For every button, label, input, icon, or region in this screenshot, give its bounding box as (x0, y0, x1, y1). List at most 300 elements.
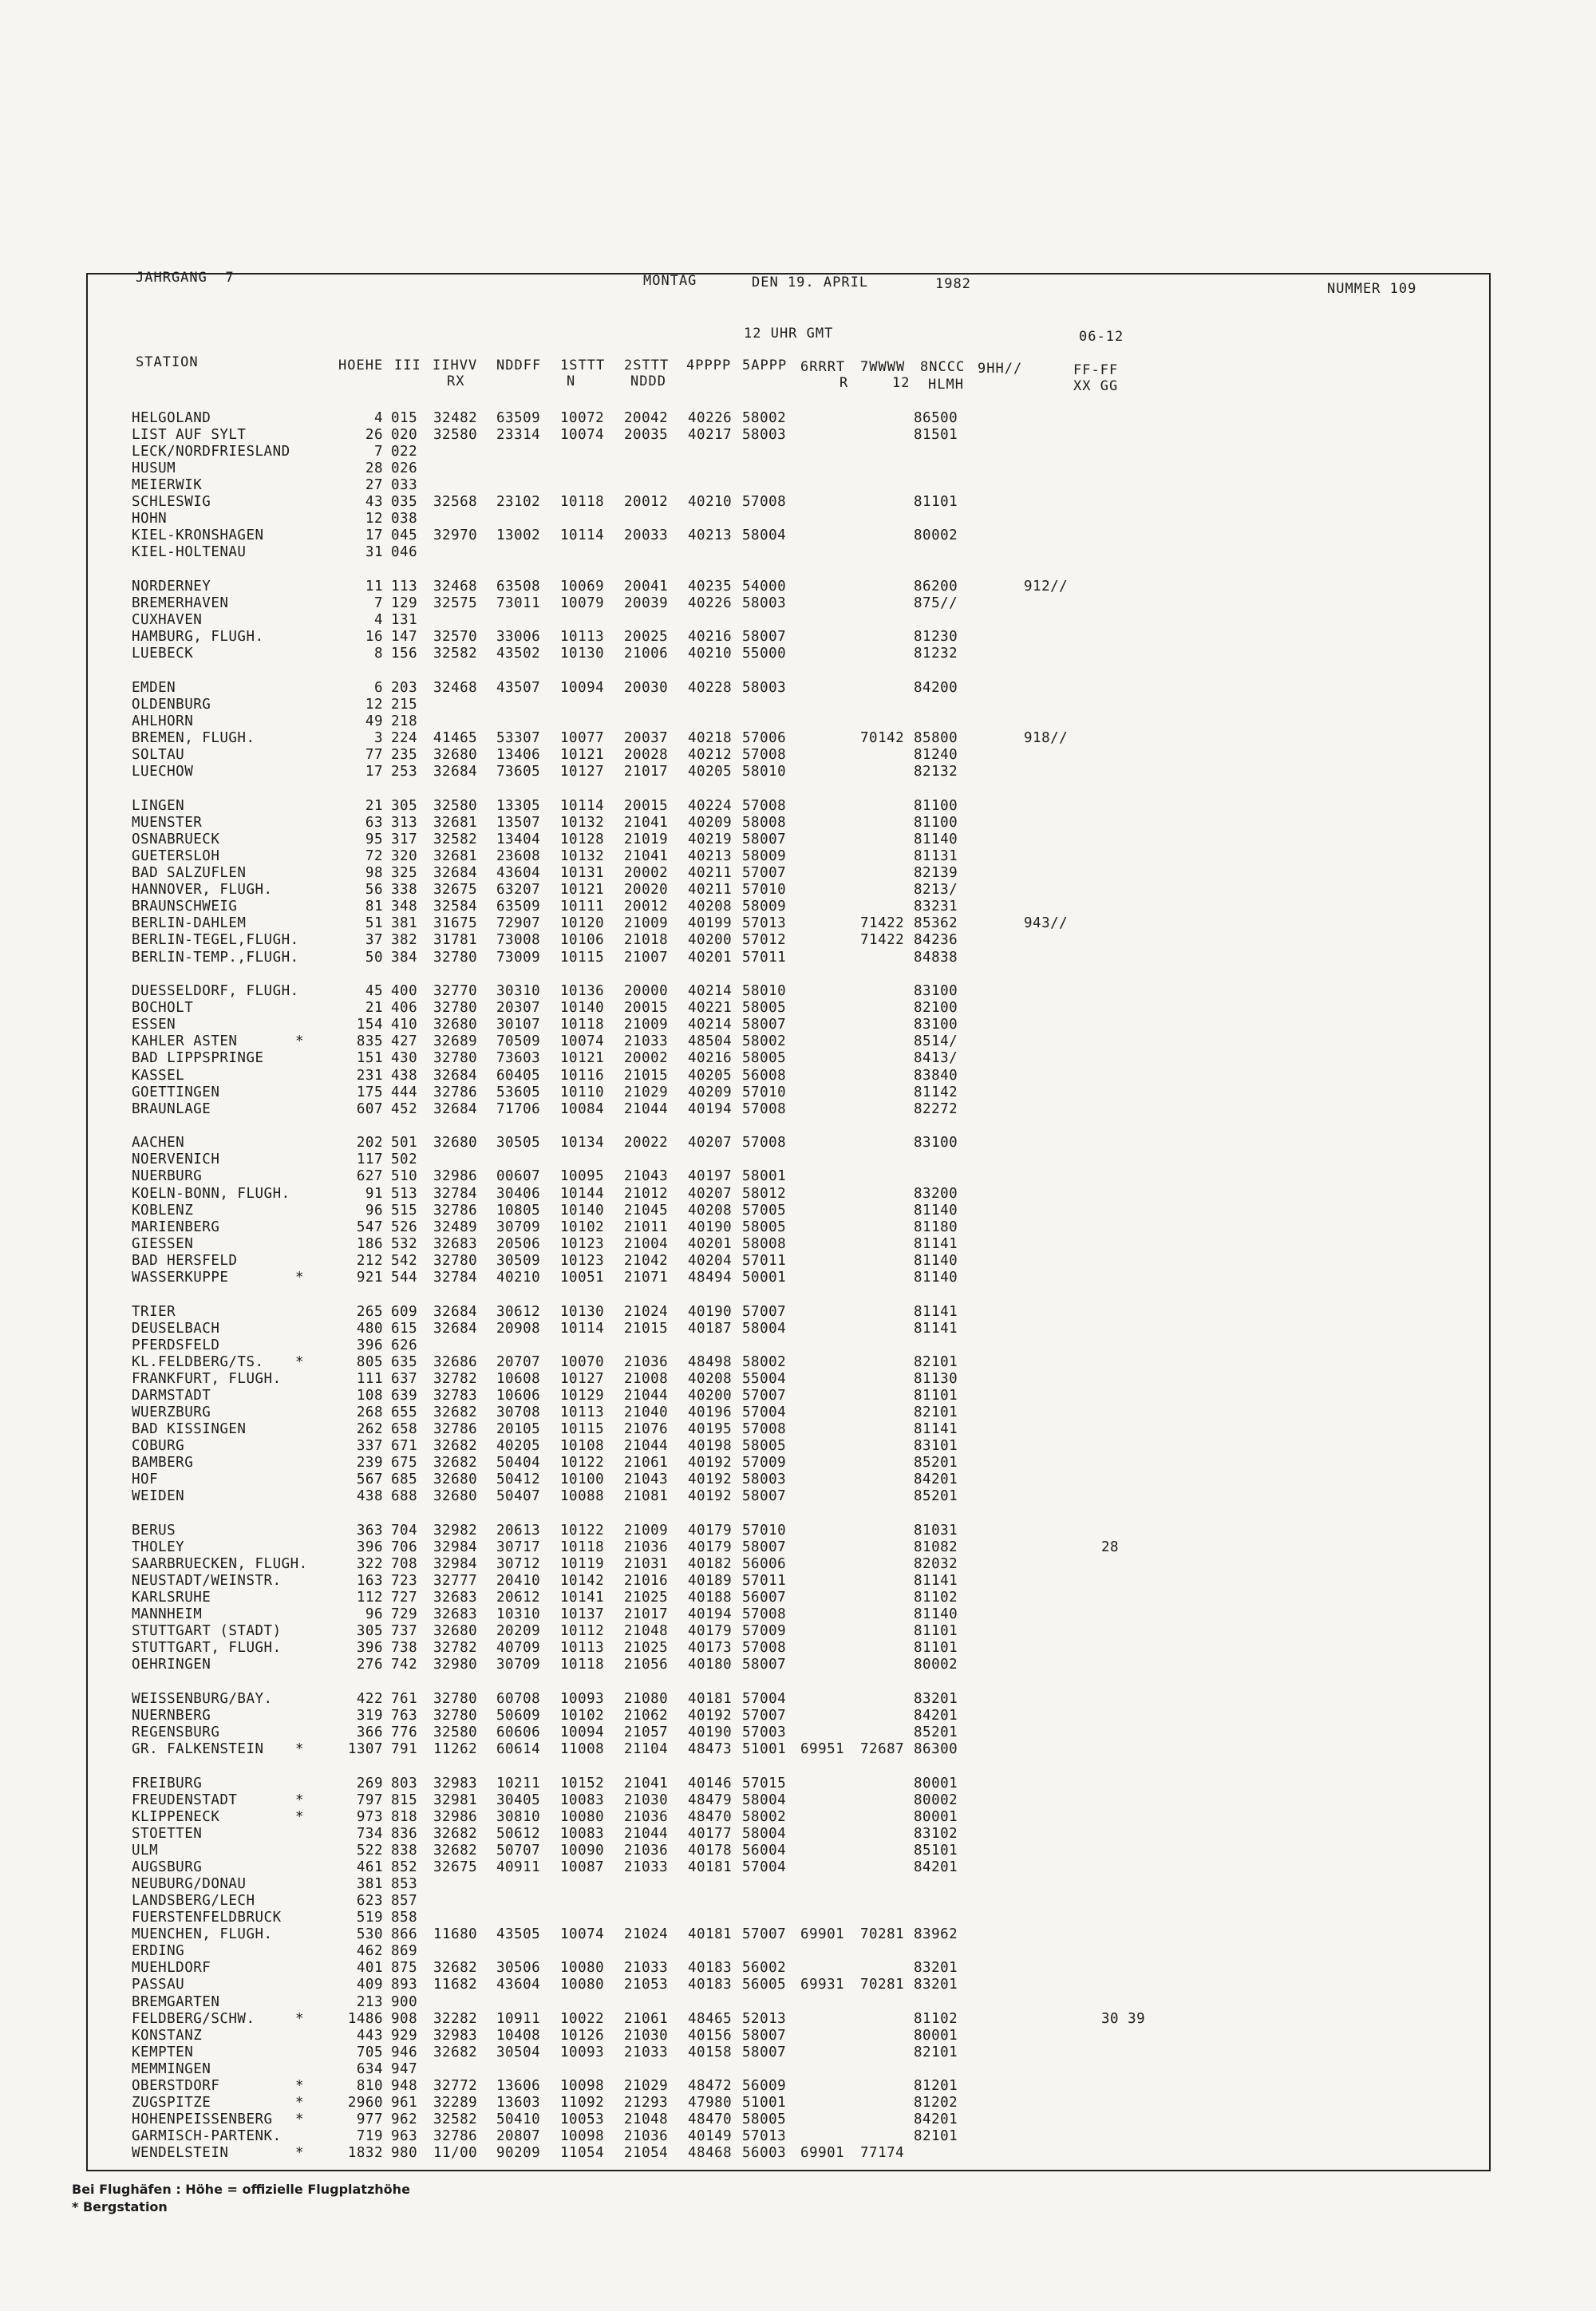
station-name: KAHLER ASTEN (132, 1033, 238, 1049)
group-nddff: 13507 (496, 815, 541, 831)
group-nddff: 10408 (496, 2028, 541, 2044)
mountain-mark: * (295, 2078, 305, 2094)
group-iihvv: 32680 (433, 1472, 478, 1487)
group-8nccc: 81140 (914, 1253, 958, 1269)
group-4pppp: 40188 (688, 1590, 733, 1606)
group-2sttt: 21011 (624, 1219, 669, 1235)
footnote-mountain-station: * Bergstation (72, 2199, 168, 2214)
station-number: 706 (391, 1539, 418, 1555)
station-number: 338 (391, 882, 418, 898)
group-iihvv: 32786 (433, 1084, 478, 1100)
group-4pppp: 40205 (688, 1068, 733, 1084)
group-2sttt: 21061 (624, 1455, 669, 1471)
group-5appp: 58010 (742, 764, 787, 780)
col-2sttt-sub: NDDD (630, 373, 666, 389)
group-1sttt: 10120 (560, 915, 605, 931)
group-8nccc: 82139 (914, 865, 958, 881)
group-5appp: 58009 (742, 899, 787, 915)
station-number: 675 (391, 1455, 418, 1471)
station-number: 203 (391, 680, 418, 696)
group-nddff: 30612 (496, 1304, 541, 1320)
group-1sttt: 10112 (560, 1623, 605, 1639)
group-5appp: 58003 (742, 680, 787, 696)
group-2sttt: 21030 (624, 2028, 669, 2044)
station-height: 81 (365, 899, 383, 915)
station-name: PASSAU (132, 1977, 185, 1993)
group-2sttt: 21043 (624, 1472, 669, 1487)
group-nddff: 20707 (496, 1354, 541, 1370)
group-8nccc: 82101 (914, 2044, 958, 2060)
station-height: 12 (365, 697, 383, 713)
station-number: 215 (391, 697, 418, 713)
station-number: 893 (391, 1977, 418, 1993)
group-1sttt: 10122 (560, 1455, 605, 1471)
group-8nccc: 82100 (914, 1000, 958, 1016)
station-name: KL.FELDBERG/TS. (132, 1354, 264, 1370)
group-1sttt: 10074 (560, 427, 605, 443)
station-name: WUERZBURG (132, 1404, 211, 1420)
group-nddff: 43604 (496, 1977, 541, 1993)
group-5appp: 58009 (742, 848, 787, 864)
group-4pppp: 40197 (688, 1168, 733, 1184)
group-2sttt: 21009 (624, 1523, 669, 1539)
station-number: 908 (391, 2011, 418, 2027)
group-8nccc: 85201 (914, 1455, 958, 1471)
group-nddff: 30509 (496, 1253, 541, 1269)
group-iihvv: 31781 (433, 932, 478, 948)
group-iihvv: 32582 (433, 646, 478, 662)
group-4pppp: 40192 (688, 1472, 733, 1487)
group-8nccc: 83102 (914, 1826, 958, 1842)
group-2sttt: 20022 (624, 1135, 669, 1151)
group-8nccc: 82032 (914, 1556, 958, 1572)
station-number: 400 (391, 983, 418, 999)
station-name: SCHLESWIG (132, 494, 211, 510)
group-nddff: 43505 (496, 1926, 541, 1942)
group-iihvv: 32680 (433, 1135, 478, 1151)
station-name: EMDEN (132, 680, 176, 696)
group-8nccc: 83100 (914, 1017, 958, 1033)
group-5appp: 58007 (742, 832, 787, 847)
group-iihvv: 32681 (433, 848, 478, 864)
group-1sttt: 10074 (560, 1033, 605, 1049)
group-5appp: 51001 (742, 1741, 787, 1757)
group-2sttt: 21036 (624, 1843, 669, 1859)
station-name: BAD SALZUFLEN (132, 865, 247, 881)
group-iihvv: 31675 (433, 915, 478, 931)
station-height: 112 (356, 1590, 383, 1606)
station-number: 045 (391, 527, 418, 543)
station-name: MUEHLDORF (132, 1960, 211, 1976)
year-label: 1982 (935, 276, 971, 292)
station-name: NEUSTADT/WEINSTR. (132, 1573, 282, 1589)
station-name: KARLSRUHE (132, 1590, 211, 1606)
group-iihvv: 32780 (433, 1253, 478, 1269)
col-nddff: NDDFF (496, 358, 542, 373)
group-8nccc: 80001 (914, 2028, 958, 2044)
group-2sttt: 21018 (624, 932, 669, 948)
station-number: 815 (391, 1792, 418, 1808)
mountain-mark: * (295, 1033, 305, 1049)
station-number: 626 (391, 1337, 418, 1353)
group-nddff: 71706 (496, 1101, 541, 1117)
group-1sttt: 10132 (560, 848, 605, 864)
group-8nccc: 81240 (914, 747, 958, 763)
station-height: 77 (365, 747, 383, 763)
col-iihvv-sub: RX (447, 373, 465, 389)
group-4pppp: 40201 (688, 950, 733, 966)
group-8nccc: 81101 (914, 1640, 958, 1656)
station-name: TRIER (132, 1304, 176, 1320)
group-iihvv: 32981 (433, 1792, 478, 1808)
station-height: 627 (356, 1168, 383, 1184)
group-9hh: 943// (1024, 915, 1069, 931)
group-4pppp: 40209 (688, 815, 733, 831)
station-height: 8 (373, 646, 383, 662)
group-2sttt: 21029 (624, 1084, 669, 1100)
station-height: 530 (356, 1926, 383, 1942)
group-nddff: 63508 (496, 579, 541, 595)
station-height: 805 (356, 1354, 383, 1370)
group-8nccc: 83962 (914, 1926, 958, 1942)
station-number: 430 (391, 1050, 418, 1066)
station-number: 866 (391, 1926, 418, 1942)
group-4pppp: 40179 (688, 1623, 733, 1639)
group-5appp: 58005 (742, 1050, 787, 1066)
group-8nccc: 81141 (914, 1421, 958, 1437)
group-4pppp: 40196 (688, 1404, 733, 1420)
group-1sttt: 10113 (560, 1640, 605, 1656)
group-1sttt: 10121 (560, 882, 605, 898)
group-nddff: 90209 (496, 2145, 541, 2161)
mountain-mark: * (295, 1270, 305, 1286)
group-2sttt: 21061 (624, 2011, 669, 2027)
group-5appp: 56003 (742, 2145, 787, 2161)
station-height: 202 (356, 1135, 383, 1151)
group-2sttt: 21044 (624, 1101, 669, 1117)
station-name: CUXHAVEN (132, 612, 203, 628)
group-1sttt: 10080 (560, 1809, 605, 1825)
group-4pppp: 40205 (688, 764, 733, 780)
station-height: 175 (356, 1084, 383, 1100)
group-2sttt: 21048 (624, 2112, 669, 2127)
group-nddff: 40210 (496, 1270, 541, 1286)
group-5appp: 58007 (742, 1657, 787, 1673)
station-number: 776 (391, 1724, 418, 1740)
station-name: GARMISCH-PARTENK. (132, 2128, 282, 2144)
group-4pppp: 40207 (688, 1135, 733, 1151)
group-nddff: 10606 (496, 1388, 541, 1404)
group-2sttt: 20020 (624, 882, 669, 898)
station-height: 28 (365, 460, 383, 476)
group-1sttt: 10116 (560, 1068, 605, 1084)
group-4pppp: 40213 (688, 527, 733, 543)
group-nddff: 50404 (496, 1455, 541, 1471)
group-iihvv: 32684 (433, 865, 478, 881)
group-4pppp: 40216 (688, 1050, 733, 1066)
station-name: LUECHOW (132, 764, 194, 780)
group-4pppp: 40207 (688, 1186, 733, 1202)
col-6rrrt-sub: R (839, 375, 849, 391)
station-height: 4 (373, 410, 383, 426)
group-ffff: 28 (1101, 1539, 1120, 1555)
col-7wwww-sub: 12 (892, 375, 911, 391)
group-5appp: 58005 (742, 1000, 787, 1016)
group-8nccc: 84200 (914, 680, 958, 696)
station-number: 615 (391, 1321, 418, 1337)
group-1sttt: 10113 (560, 1404, 605, 1420)
station-number: 147 (391, 629, 418, 645)
station-number: 510 (391, 1168, 418, 1184)
group-1sttt: 10022 (560, 2011, 605, 2027)
group-1sttt: 10127 (560, 1371, 605, 1387)
group-1sttt: 10115 (560, 1421, 605, 1437)
group-1sttt: 10115 (560, 950, 605, 966)
station-height: 409 (356, 1977, 383, 1993)
station-number: 838 (391, 1843, 418, 1859)
station-height: 151 (356, 1050, 383, 1066)
group-1sttt: 10080 (560, 1960, 605, 1976)
station-name: BREMGARTEN (132, 1994, 220, 2010)
group-nddff: 30708 (496, 1404, 541, 1420)
station-name: DARMSTADT (132, 1388, 211, 1404)
group-nddff: 23608 (496, 848, 541, 864)
group-8nccc: 83100 (914, 983, 958, 999)
group-iihvv: 32780 (433, 1000, 478, 1016)
group-5appp: 57006 (742, 730, 787, 746)
group-5appp: 57004 (742, 1859, 787, 1875)
station-number: 113 (391, 579, 418, 595)
station-height: 634 (356, 2061, 383, 2077)
group-8nccc: 81102 (914, 1590, 958, 1606)
group-2sttt: 21054 (624, 2145, 669, 2161)
group-2sttt: 21017 (624, 764, 669, 780)
group-nddff: 23102 (496, 494, 541, 510)
group-8nccc: 81141 (914, 1321, 958, 1337)
group-1sttt: 10090 (560, 1843, 605, 1859)
station-number: 513 (391, 1186, 418, 1202)
station-name: GIESSEN (132, 1236, 194, 1252)
station-name: SOLTAU (132, 747, 185, 763)
group-nddff: 60606 (496, 1724, 541, 1740)
group-1sttt: 10128 (560, 832, 605, 847)
group-1sttt: 10102 (560, 1219, 605, 1235)
group-1sttt: 10136 (560, 983, 605, 999)
group-2sttt: 21045 (624, 1203, 669, 1219)
station-name: BAD HERSFELD (132, 1253, 238, 1269)
group-1sttt: 10123 (560, 1236, 605, 1252)
group-5appp: 57007 (742, 1388, 787, 1404)
group-4pppp: 48479 (688, 1792, 733, 1808)
group-nddff: 13406 (496, 747, 541, 763)
group-nddff: 72907 (496, 915, 541, 931)
group-2sttt: 21076 (624, 1421, 669, 1437)
group-9hh: 912// (1024, 579, 1069, 595)
mountain-mark: * (295, 1741, 305, 1757)
station-height: 98 (365, 865, 383, 881)
group-6rrrt: 69951 (800, 1741, 845, 1757)
group-8nccc: 81101 (914, 1623, 958, 1639)
station-number: 317 (391, 832, 418, 847)
group-8nccc: 83100 (914, 1135, 958, 1151)
group-4pppp: 40158 (688, 2044, 733, 2060)
station-height: 268 (356, 1404, 383, 1420)
group-4pppp: 40183 (688, 1977, 733, 1993)
group-iihvv: 32680 (433, 1017, 478, 1033)
group-2sttt: 21036 (624, 1354, 669, 1370)
station-height: 45 (365, 983, 383, 999)
mountain-mark: * (295, 2112, 305, 2127)
group-2sttt: 21048 (624, 1623, 669, 1639)
col-iii: III (394, 358, 421, 373)
group-8nccc: 84201 (914, 2112, 958, 2127)
group-4pppp: 40211 (688, 865, 733, 881)
station-name: HAMBURG, FLUGH. (132, 629, 264, 645)
group-8nccc: 81140 (914, 1270, 958, 1286)
group-4pppp: 40200 (688, 1388, 733, 1404)
group-nddff: 43604 (496, 865, 541, 881)
group-nddff: 30504 (496, 2044, 541, 2060)
group-1sttt: 10118 (560, 1657, 605, 1673)
station-name: LECK/NORDFRIESLAND (132, 444, 290, 460)
station-height: 63 (365, 815, 383, 831)
group-4pppp: 40201 (688, 1236, 733, 1252)
group-4pppp: 40200 (688, 932, 733, 948)
station-height: 977 (356, 2112, 383, 2127)
group-2sttt: 21057 (624, 1724, 669, 1740)
station-name: COBURG (132, 1438, 185, 1454)
station-height: 51 (365, 915, 383, 931)
station-height: 6 (373, 680, 383, 696)
footnotes (72, 2181, 410, 2216)
group-4pppp: 48504 (688, 1033, 733, 1049)
table-frame (86, 273, 1491, 2171)
group-iihvv: 32580 (433, 427, 478, 443)
group-2sttt: 21081 (624, 1488, 669, 1504)
group-1sttt: 10152 (560, 1776, 605, 1792)
group-7wwww: 71422 (860, 932, 905, 948)
group-nddff: 43502 (496, 646, 541, 662)
station-name: MEMMINGEN (132, 2061, 211, 2077)
group-iihvv: 11/00 (433, 2145, 478, 2161)
group-5appp: 57015 (742, 1776, 787, 1792)
station-number: 348 (391, 899, 418, 915)
station-number: 544 (391, 1270, 418, 1286)
station-height: 56 (365, 882, 383, 898)
group-4pppp: 48470 (688, 1809, 733, 1825)
group-4pppp: 40192 (688, 1488, 733, 1504)
group-8nccc: 83101 (914, 1438, 958, 1454)
mountain-mark: * (295, 1792, 305, 1808)
group-4pppp: 40181 (688, 1926, 733, 1942)
group-iihvv: 32580 (433, 1724, 478, 1740)
group-iihvv: 32282 (433, 2011, 478, 2027)
group-5appp: 54000 (742, 579, 787, 595)
station-height: 117 (356, 1152, 383, 1167)
group-nddff: 20105 (496, 1421, 541, 1437)
group-7wwww: 71422 (860, 915, 905, 931)
station-number: 020 (391, 427, 418, 443)
group-nddff: 20307 (496, 1000, 541, 1016)
station-name: LINGEN (132, 798, 185, 814)
group-nddff: 10608 (496, 1371, 541, 1387)
jahrgang-label: JAHRGANG 7 (136, 270, 235, 286)
station-height: 50 (365, 950, 383, 966)
group-5appp: 58007 (742, 1539, 787, 1555)
group-iihvv: 32682 (433, 1404, 478, 1420)
station-number: 532 (391, 1236, 418, 1252)
group-4pppp: 40226 (688, 595, 733, 611)
station-number: 946 (391, 2044, 418, 2060)
station-name: NEUBURG/DONAU (132, 1876, 247, 1892)
col-8nccc: 8NCCC (920, 359, 966, 375)
station-number: 685 (391, 1472, 418, 1487)
group-4pppp: 40190 (688, 1304, 733, 1320)
group-5appp: 57010 (742, 1084, 787, 1100)
group-4pppp: 40228 (688, 680, 733, 696)
group-4pppp: 40183 (688, 1960, 733, 1976)
group-5appp: 58005 (742, 1219, 787, 1235)
station-name: OEHRINGEN (132, 1657, 211, 1673)
group-4pppp: 40221 (688, 1000, 733, 1016)
station-height: 262 (356, 1421, 383, 1437)
group-nddff: 20908 (496, 1321, 541, 1337)
group-8nccc: 85101 (914, 1843, 958, 1859)
station-number: 382 (391, 932, 418, 948)
group-5appp: 57007 (742, 865, 787, 881)
station-height: 337 (356, 1438, 383, 1454)
station-name: HOF (132, 1472, 159, 1487)
group-2sttt: 20000 (624, 983, 669, 999)
group-iihvv: 32468 (433, 579, 478, 595)
group-8nccc: 84201 (914, 1708, 958, 1724)
station-height: 27 (365, 477, 383, 493)
group-nddff: 30709 (496, 1657, 541, 1673)
group-1sttt: 10144 (560, 1186, 605, 1202)
station-number: 026 (391, 460, 418, 476)
station-height: 269 (356, 1776, 383, 1792)
group-5appp: 50001 (742, 1270, 787, 1286)
group-2sttt: 21033 (624, 2044, 669, 2060)
station-height: 623 (356, 1893, 383, 1909)
group-1sttt: 10114 (560, 1321, 605, 1337)
station-height: 567 (356, 1472, 383, 1487)
group-8nccc: 81082 (914, 1539, 958, 1555)
group-2sttt: 21006 (624, 646, 669, 662)
group-1sttt: 10095 (560, 1168, 605, 1184)
station-name: FUERSTENFELDBRUCK (132, 1910, 282, 1926)
group-1sttt: 10106 (560, 932, 605, 948)
group-8nccc: 81501 (914, 427, 958, 443)
group-4pppp: 40190 (688, 1724, 733, 1740)
group-8nccc: 83231 (914, 899, 958, 915)
group-8nccc: 81101 (914, 494, 958, 510)
station-name: STUTTGART, FLUGH. (132, 1640, 282, 1656)
col-6rrrt: 6RRRT (800, 359, 846, 375)
group-5appp: 57012 (742, 932, 787, 948)
group-8nccc: 81140 (914, 832, 958, 847)
station-height: 212 (356, 1253, 383, 1269)
group-iihvv: 32770 (433, 983, 478, 999)
group-nddff: 10911 (496, 2011, 541, 2027)
station-name: FELDBERG/SCHW. (132, 2011, 255, 2027)
group-iihvv: 32970 (433, 527, 478, 543)
group-5appp: 56002 (742, 1960, 787, 1976)
group-iihvv: 32580 (433, 798, 478, 814)
station-number: 224 (391, 730, 418, 746)
group-1sttt: 10118 (560, 1539, 605, 1555)
station-number: 129 (391, 595, 418, 611)
